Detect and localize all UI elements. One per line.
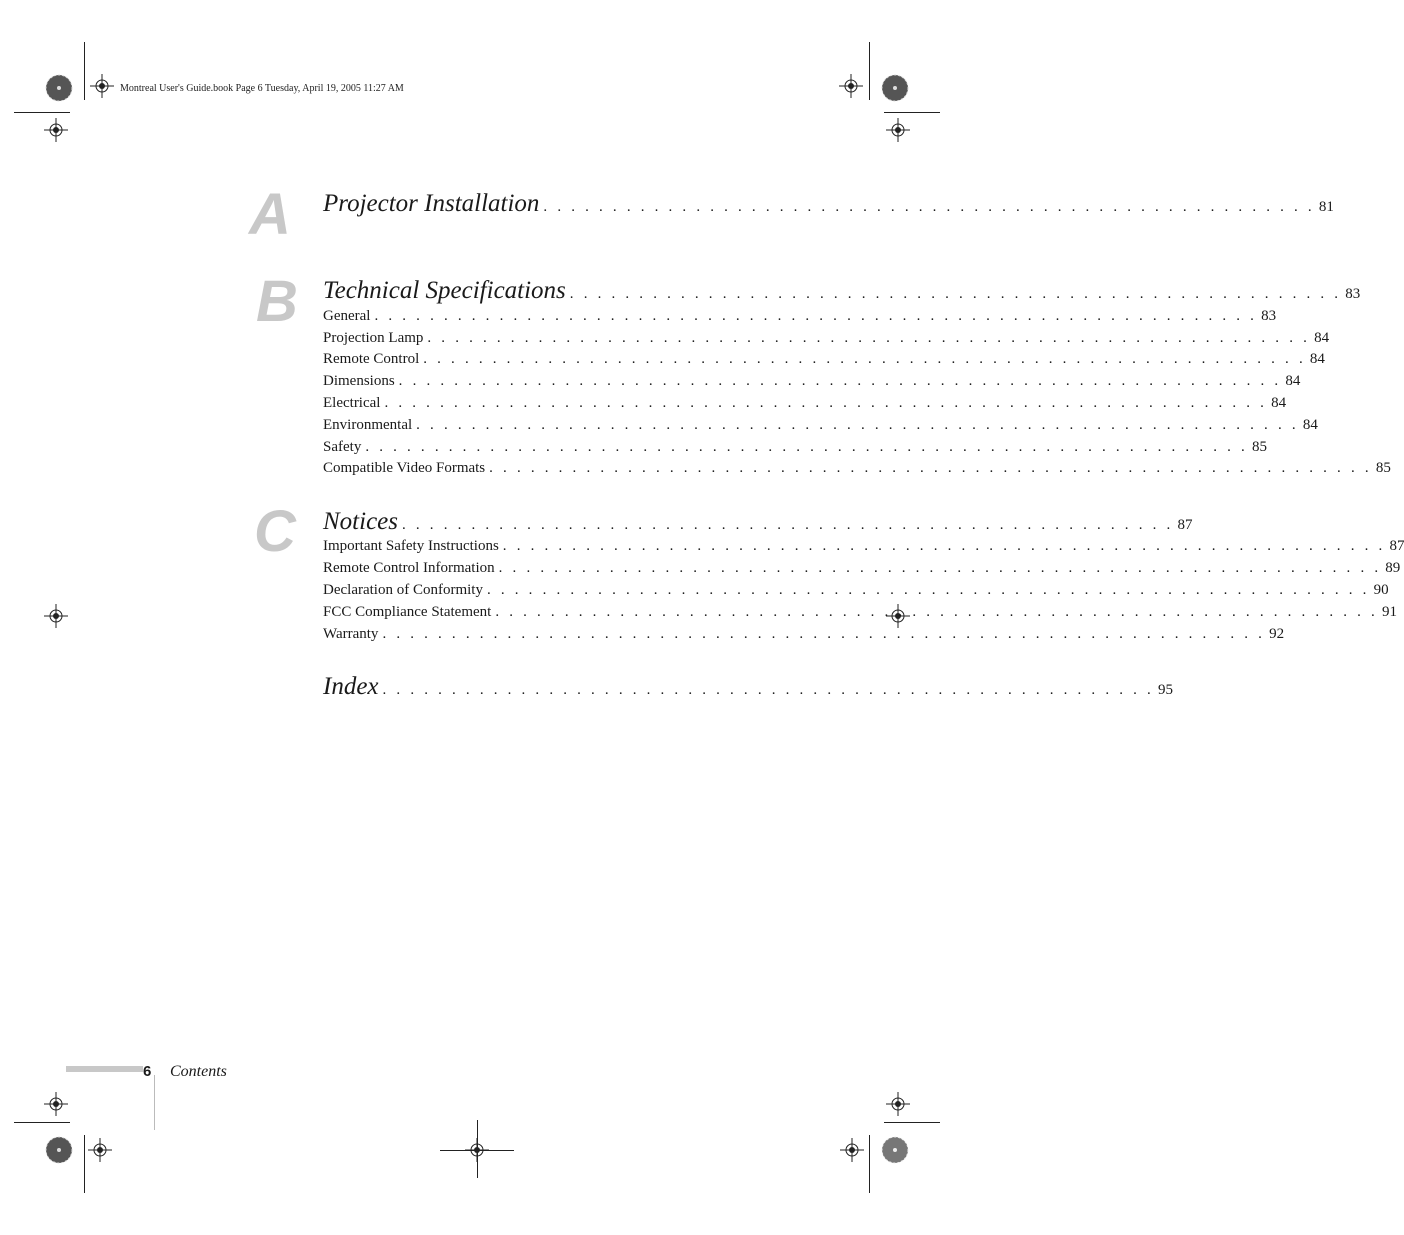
toc-entry[interactable]: Important Safety Instructions . . . . . . . . . . . . . . . . . . . . . . . . . . . . . . . . . . . . . . . . . . . . . . . . . . . . . . . . . . . . . . . . 87 xyxy=(323,538,1404,554)
registration-target-icon xyxy=(88,1138,112,1162)
appendix-letter: A xyxy=(249,182,291,247)
toc-page-number: 83 xyxy=(1345,286,1361,302)
print-slug: Montreal User's Guide.book Page 6 Tuesday, April 19, 2005 11:27 AM xyxy=(120,83,404,94)
toc-entry[interactable]: Safety . . . . . . . . . . . . . . . . . . . . . . . . . . . . . . . . . . . . . . . . . . . . . . . . . . . . . . . . . . . . . . . . 85 xyxy=(323,439,1267,455)
toc-page-number: 81 xyxy=(1318,199,1334,215)
page-number: 6 xyxy=(143,1063,152,1080)
appendix-letter: C xyxy=(254,499,296,564)
toc-page-number: 95 xyxy=(1157,682,1173,698)
registration-target-icon xyxy=(840,1138,864,1162)
crop-mark xyxy=(884,112,940,113)
registration-target-icon xyxy=(90,74,114,98)
crop-mark xyxy=(84,1135,85,1193)
toc-entry[interactable]: Remote Control . . . . . . . . . . . . . . . . . . . . . . . . . . . . . . . . . . . . . . . . . . . . . . . . . . . . . . . . . . . . . . . . 84 xyxy=(323,351,1325,367)
crop-mark xyxy=(869,1135,870,1193)
toc-entry[interactable]: FCC Compliance Statement . . . . . . . . . . . . . . . . . . . . . . . . . . . . . . . . . . . . . . . . . . . . . . . . . . . . . . . . . . . . . . . . 91 xyxy=(323,604,1397,620)
registration-target-icon xyxy=(44,1092,68,1116)
toc-entry[interactable]: Compatible Video Formats . . . . . . . . . . . . . . . . . . . . . . . . . . . . . . . . . . . . . . . . . . . . . . . . . . . . . . . . . . . . . . . . 85 xyxy=(323,460,1391,476)
toc-entry[interactable]: Declaration of Conformity . . . . . . . . . . . . . . . . . . . . . . . . . . . . . . . . . . . . . . . . . . . . . . . . . . . . . . . . . . . . . . . . 90 xyxy=(323,582,1389,598)
star-target-icon xyxy=(881,74,909,102)
toc-heading-title: Notices xyxy=(323,508,398,535)
toc-heading-title: Index xyxy=(323,673,379,700)
crop-mark xyxy=(14,1122,70,1123)
running-footer-title: Contents xyxy=(170,1063,227,1080)
toc-page-number: 87 xyxy=(1177,517,1193,533)
star-target-icon xyxy=(45,74,73,102)
toc-heading[interactable]: Technical Specifications . . . . . . . . . . . . . . . . . . . . . . . . . . . . . . . . . . . . . . . . . . . . . . . . . . . . . . . . 83 xyxy=(323,277,1361,304)
crop-mark xyxy=(84,42,85,100)
appendix-letter: B xyxy=(256,269,298,334)
toc-heading[interactable]: Notices . . . . . . . . . . . . . . . . . . . . . . . . . . . . . . . . . . . . . . . . . . . . . . . . . . . . . . . . 87 xyxy=(323,508,1193,535)
toc-heading-title: Technical Specifications xyxy=(323,277,566,304)
star-target-icon xyxy=(45,1136,73,1164)
crop-mark xyxy=(477,1120,478,1178)
toc-entry[interactable]: Warranty . . . . . . . . . . . . . . . . . . . . . . . . . . . . . . . . . . . . . . . . . . . . . . . . . . . . . . . . . . . . . . . . 92 xyxy=(323,626,1285,642)
toc-heading[interactable]: Index . . . . . . . . . . . . . . . . . . . . . . . . . . . . . . . . . . . . . . . . . . . . . . . . . . . . . . . . 95 xyxy=(323,673,1173,700)
footer-rule xyxy=(66,1066,143,1072)
toc-entry[interactable]: Electrical . . . . . . . . . . . . . . . . . . . . . . . . . . . . . . . . . . . . . . . . . . . . . . . . . . . . . . . . . . . . . . . . 84 xyxy=(323,395,1287,411)
registration-target-icon xyxy=(839,74,863,98)
toc-entry[interactable]: Environmental . . . . . . . . . . . . . . . . . . . . . . . . . . . . . . . . . . . . . . . . . . . . . . . . . . . . . . . . . . . . . . . . 84 xyxy=(323,417,1318,433)
star-target-icon xyxy=(881,1136,909,1164)
toc-entry[interactable]: Dimensions . . . . . . . . . . . . . . . . . . . . . . . . . . . . . . . . . . . . . . . . . . . . . . . . . . . . . . . . . . . . . . . . 84 xyxy=(323,373,1301,389)
crop-mark xyxy=(884,1122,940,1123)
toc-heading[interactable]: Projector Installation . . . . . . . . . . . . . . . . . . . . . . . . . . . . . . . . . . . . . . . . . . . . . . . . . . . . . . . . 81 xyxy=(323,190,1334,217)
toc-heading-title: Projector Installation xyxy=(323,190,540,217)
registration-target-icon xyxy=(886,1092,910,1116)
footer-divider xyxy=(154,1075,155,1130)
registration-target-icon xyxy=(886,118,910,142)
toc-entry[interactable]: General . . . . . . . . . . . . . . . . . . . . . . . . . . . . . . . . . . . . . . . . . . . . . . . . . . . . . . . . . . . . . . . . 83 xyxy=(323,308,1277,324)
registration-target-icon xyxy=(44,604,68,628)
crop-mark xyxy=(14,112,70,113)
toc-entry[interactable]: Remote Control Information . . . . . . . . . . . . . . . . . . . . . . . . . . . . . . . . . . . . . . . . . . . . . . . . . . . . . . . . . . . . . . . . 89 xyxy=(323,560,1401,576)
crop-mark xyxy=(869,42,870,100)
toc-entry[interactable]: Projection Lamp . . . . . . . . . . . . . . . . . . . . . . . . . . . . . . . . . . . . . . . . . . . . . . . . . . . . . . . . . . . . . . . . 84 xyxy=(323,330,1330,346)
registration-target-icon xyxy=(44,118,68,142)
